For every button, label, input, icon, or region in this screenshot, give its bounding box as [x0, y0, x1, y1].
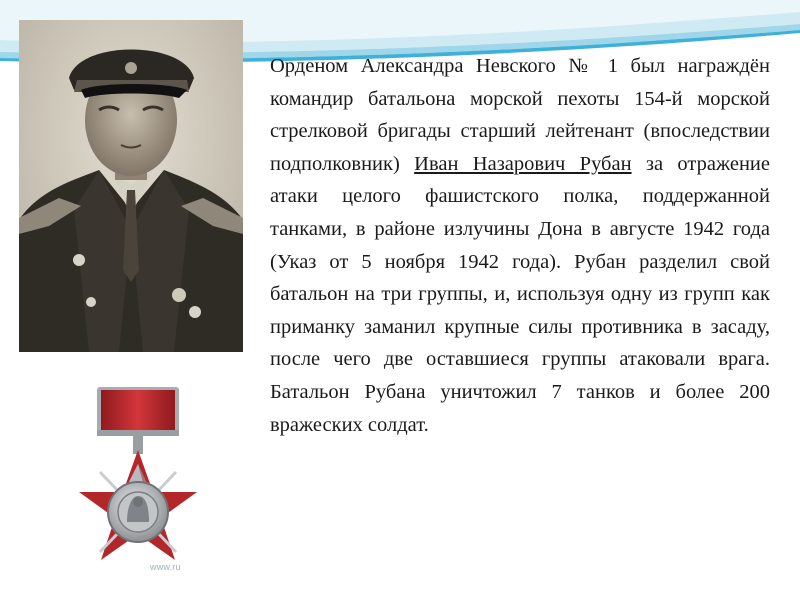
award-description-paragraph: [270, 50, 770, 441]
officer-portrait-photo: [19, 20, 243, 352]
paragraph-text-part-1: Орденом Александра Невского № 1 был награждён командир батальона морской пехоты 154-й морской стрелковой бригады старший лейтенант (впоследствии подполковник): [270, 55, 770, 175]
order-of-alexander-nevsky-medal: [75, 382, 201, 582]
medal-image-watermark: www.ru: [150, 562, 181, 572]
paragraph-text-part-2: за отражение атаки целого фашистского полка, поддержанной танками, в районе излучины Дона в августе 1942 года (Указ от 5 ноября 1942 года). Рубан разделил свой батальон на три группы, и, используя одну из групп как приманку заманил крупные силы противника в засаду, после чего две оставшиеся группы атаковали врага. Батальон Рубана уничтожил 7 танков и более 200 вражеских солдат.: [270, 152, 771, 436]
ivan-ruban-link[interactable]: Иван Назарович Рубан: [414, 152, 632, 175]
